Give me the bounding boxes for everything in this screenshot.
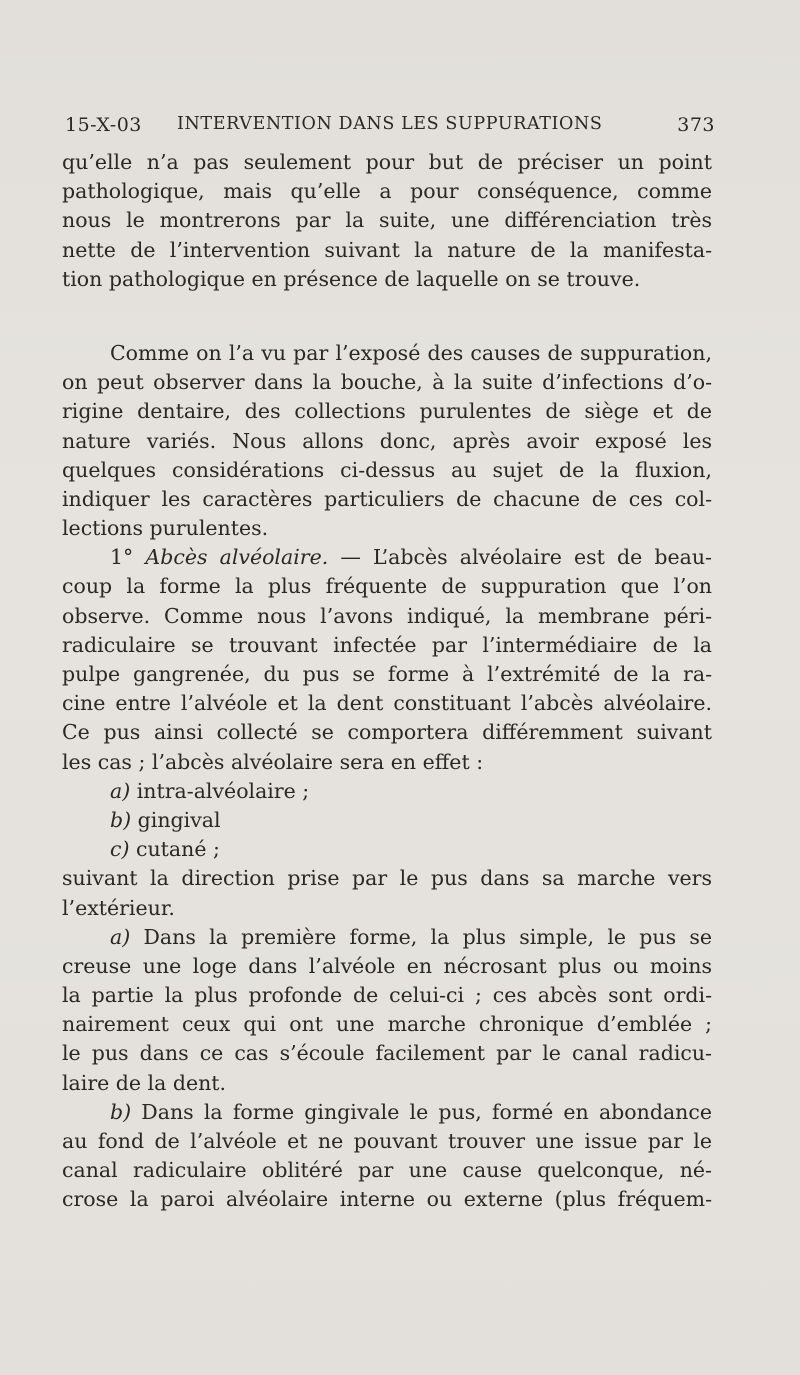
text-line: indiquer les caractères particuliers de chacune de ces col- (62, 486, 712, 511)
text-line: creuse une loge dans l’alvéole en nécrosant plus ou moins (62, 953, 712, 978)
text-line: pulpe gangrenée, du pus se forme à l’extrémité de la ra- (62, 662, 712, 686)
section-intro: — L’abcès alvéolaire est de beau- (328, 545, 712, 570)
text-line: le pus dans ce cas s’écoule facilement par le canal radicu- (62, 1041, 712, 1066)
section-number: 1° (110, 545, 146, 570)
page-number: 373 (677, 114, 715, 136)
list-text: intra-alvéolaire ; (130, 778, 310, 803)
text-line: rigine dentaire, des collections purulentes de siège et de (62, 399, 712, 424)
section-title: Abcès alvéolaire. (145, 545, 329, 570)
text-line: les cas ; l’abcès alvéolaire sera en effet : (62, 749, 484, 774)
text-line: cine entre l’alvéole et la dent constituant l’abcès alvéolaire. (62, 691, 712, 716)
running-header (65, 114, 715, 144)
text-line: lections purulentes. (62, 516, 269, 541)
paragraph-b-start (62, 1098, 712, 1127)
header-title: INTERVENTION DANS LES SUPPURATIONS (177, 114, 603, 134)
text-line: Comme on l’a vu par l’exposé des causes de suppuration, (110, 340, 712, 365)
list-text: gingival (131, 807, 221, 832)
text-line: Ce pus ainsi collecté se comportera différemment suivant (62, 720, 712, 745)
paragraph-text: Dans la première forme, la plus simple, le pus se (130, 924, 712, 949)
text-line: quelques considérations ci-dessus au sujet de la fluxion, (62, 457, 712, 482)
text-line: suivant la direction prise par le pus dans sa marche vers (62, 866, 712, 891)
paragraph-text: Dans la forme gingivale le pus, formé en abondance (131, 1099, 712, 1124)
text-line: au fond de l’alvéole et ne pouvant trouver une issue par le (62, 1129, 712, 1153)
list-item-c (62, 835, 712, 864)
paragraph-a-start (62, 923, 712, 952)
paragraph-marker: b) (110, 1099, 132, 1124)
body-text (62, 148, 712, 1215)
text-line: laire de la dent. (62, 1070, 227, 1095)
list-marker: b) (110, 807, 132, 832)
list-item-a (62, 777, 712, 806)
text-line: nairement ceux qui ont une marche chronique d’emblée ; (62, 1012, 712, 1037)
text-line: l’extérieur. (62, 895, 175, 920)
text-line: pathologique, mais qu’elle a pour conséquence, comme (62, 179, 712, 204)
text-line: la partie la plus profonde de celui-ci ; ces abcès sont ordi- (62, 983, 712, 1008)
text-line: canal radiculaire oblitéré par une cause quelconque, né- (62, 1158, 712, 1183)
list-text: cutané ; (129, 837, 220, 862)
paragraph-marker: a) (110, 924, 131, 949)
list-item-b (62, 806, 712, 835)
section-heading-line (62, 543, 712, 572)
text-line: qu’elle n’a pas seulement pour but de préciser un point (62, 150, 712, 174)
header-date: 15-X-03 (65, 114, 142, 136)
list-marker: a) (110, 778, 131, 803)
list-marker: c) (110, 837, 130, 862)
text-line: observe. Comme nous l’avons indiqué, la membrane péri- (62, 603, 712, 628)
text-line: on peut observer dans la bouche, à la suite d’infections d’o- (62, 370, 712, 395)
text-line: nature variés. Nous allons donc, après avoir exposé les (62, 428, 712, 453)
text-line: crose la paroi alvéolaire interne ou externe (plus fréquem- (62, 1187, 712, 1212)
text-line: nous le montrerons par la suite, une différenciation très (62, 208, 712, 233)
text-line: coup la forme la plus fréquente de suppuration que l’on (62, 574, 712, 599)
text-line: tion pathologique en présence de laquelle on se trouve. (62, 266, 641, 291)
text-line: nette de l’intervention suivant la nature de la manifesta- (62, 237, 712, 262)
text-line: radiculaire se trouvant infectée par l’intermédiaire de la (62, 632, 712, 657)
paragraph-gap (62, 294, 712, 339)
